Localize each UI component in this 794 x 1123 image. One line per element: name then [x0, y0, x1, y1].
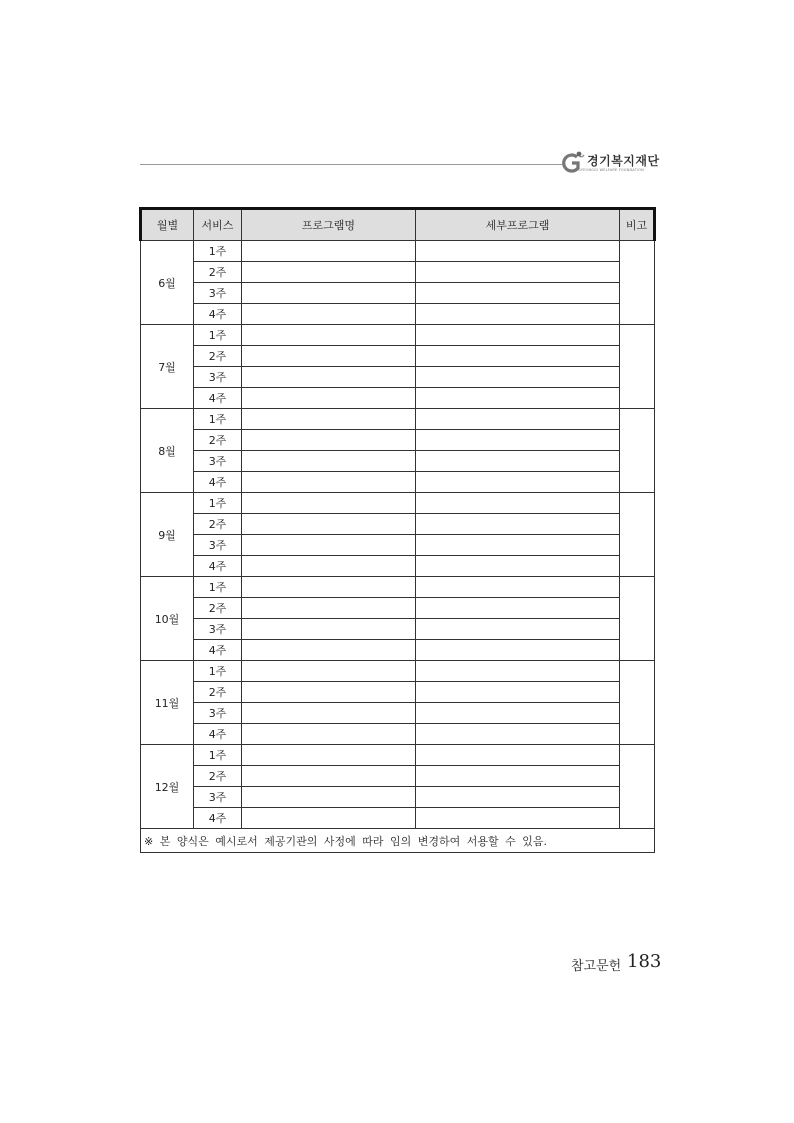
week-cell: 4주 — [194, 388, 242, 409]
program-name-cell[interactable] — [242, 472, 416, 493]
program-name-cell[interactable] — [242, 745, 416, 766]
program-name-cell[interactable] — [242, 619, 416, 640]
table-row — [141, 472, 655, 493]
table-body — [141, 241, 655, 829]
subprogram-cell[interactable] — [416, 346, 620, 367]
subprogram-cell[interactable] — [416, 808, 620, 829]
col-program-header: 프로그램명 — [242, 209, 416, 241]
week-cell: 3주 — [194, 451, 242, 472]
program-name-cell[interactable] — [242, 556, 416, 577]
remarks-cell[interactable] — [620, 241, 655, 325]
program-name-cell[interactable] — [242, 367, 416, 388]
week-cell: 3주 — [194, 283, 242, 304]
week-cell: 4주 — [194, 724, 242, 745]
subprogram-cell[interactable] — [416, 619, 620, 640]
week-cell: 4주 — [194, 472, 242, 493]
subprogram-cell[interactable] — [416, 409, 620, 430]
week-cell: 4주 — [194, 808, 242, 829]
program-name-cell[interactable] — [242, 682, 416, 703]
week-cell: 1주 — [194, 409, 242, 430]
week-cell: 1주 — [194, 241, 242, 262]
month-cell: 12월 — [141, 745, 194, 829]
table-row — [141, 661, 655, 682]
subprogram-cell[interactable] — [416, 451, 620, 472]
subprogram-cell[interactable] — [416, 703, 620, 724]
week-cell: 4주 — [194, 556, 242, 577]
table-row — [141, 598, 655, 619]
program-name-cell[interactable] — [242, 346, 416, 367]
week-cell: 1주 — [194, 493, 242, 514]
week-cell: 2주 — [194, 262, 242, 283]
table-row — [141, 451, 655, 472]
subprogram-cell[interactable] — [416, 724, 620, 745]
week-cell: 1주 — [194, 325, 242, 346]
week-cell: 1주 — [194, 661, 242, 682]
month-cell: 7월 — [141, 325, 194, 409]
table-header-row — [141, 209, 655, 241]
month-cell: 9월 — [141, 493, 194, 577]
table-row — [141, 766, 655, 787]
week-cell: 3주 — [194, 535, 242, 556]
remarks-cell[interactable] — [620, 661, 655, 745]
remarks-cell[interactable] — [620, 577, 655, 661]
program-name-cell[interactable] — [242, 409, 416, 430]
program-name-cell[interactable] — [242, 493, 416, 514]
week-cell: 3주 — [194, 703, 242, 724]
program-name-cell[interactable] — [242, 808, 416, 829]
subprogram-cell[interactable] — [416, 325, 620, 346]
table-row — [141, 367, 655, 388]
table-row — [141, 241, 655, 262]
subprogram-cell[interactable] — [416, 598, 620, 619]
program-name-cell[interactable] — [242, 325, 416, 346]
program-name-cell[interactable] — [242, 535, 416, 556]
subprogram-cell[interactable] — [416, 745, 620, 766]
program-name-cell[interactable] — [242, 262, 416, 283]
month-cell: 11월 — [141, 661, 194, 745]
week-cell: 2주 — [194, 766, 242, 787]
program-name-cell[interactable] — [242, 724, 416, 745]
program-name-cell[interactable] — [242, 703, 416, 724]
page-number: 183 — [627, 951, 662, 972]
subprogram-cell[interactable] — [416, 304, 620, 325]
week-cell: 1주 — [194, 577, 242, 598]
subprogram-cell[interactable] — [416, 262, 620, 283]
subprogram-cell[interactable] — [416, 241, 620, 262]
program-name-cell[interactable] — [242, 661, 416, 682]
table-row — [141, 388, 655, 409]
header-rule — [140, 164, 563, 165]
logo-org-subtitle: GYEONGGI WELFARE FOUNDATION — [578, 168, 644, 172]
table-row — [141, 325, 655, 346]
program-name-cell[interactable] — [242, 304, 416, 325]
table-row — [141, 724, 655, 745]
logo-org-name: 경기복지재단 — [587, 154, 660, 168]
subprogram-cell[interactable] — [416, 493, 620, 514]
program-name-cell[interactable] — [242, 640, 416, 661]
week-cell: 3주 — [194, 367, 242, 388]
subprogram-cell[interactable] — [416, 388, 620, 409]
week-cell: 3주 — [194, 619, 242, 640]
remarks-cell[interactable] — [620, 493, 655, 577]
form-note: ※ 본 양식은 예시로서 제공기관의 사정에 따라 임의 변경하여 서용할 수 있음. — [141, 829, 655, 853]
subprogram-cell[interactable] — [416, 577, 620, 598]
subprogram-cell[interactable] — [416, 766, 620, 787]
table-row — [141, 346, 655, 367]
week-cell: 3주 — [194, 787, 242, 808]
subprogram-cell[interactable] — [416, 682, 620, 703]
table-row — [141, 682, 655, 703]
subprogram-cell[interactable] — [416, 283, 620, 304]
table-row — [141, 556, 655, 577]
week-cell: 1주 — [194, 745, 242, 766]
col-subprogram-header: 세부프로그램 — [416, 209, 620, 241]
remarks-cell[interactable] — [620, 745, 655, 829]
table-row — [141, 745, 655, 766]
table-row — [141, 703, 655, 724]
table-row — [141, 262, 655, 283]
week-cell: 2주 — [194, 514, 242, 535]
subprogram-cell[interactable] — [416, 430, 620, 451]
program-name-cell[interactable] — [242, 451, 416, 472]
table-row — [141, 808, 655, 829]
note-row — [141, 829, 655, 853]
subprogram-cell[interactable] — [416, 514, 620, 535]
program-name-cell[interactable] — [242, 430, 416, 451]
table-row — [141, 514, 655, 535]
month-cell: 10월 — [141, 577, 194, 661]
program-name-cell[interactable] — [242, 787, 416, 808]
program-name-cell[interactable] — [242, 598, 416, 619]
table-row — [141, 619, 655, 640]
table-row — [141, 430, 655, 451]
table-row — [141, 493, 655, 514]
table-row — [141, 304, 655, 325]
remarks-cell[interactable] — [620, 409, 655, 493]
week-cell: 2주 — [194, 346, 242, 367]
program-name-cell[interactable] — [242, 241, 416, 262]
foundation-logo — [562, 149, 662, 177]
section-label: 참고문헌 — [571, 959, 622, 974]
subprogram-cell[interactable] — [416, 367, 620, 388]
program-name-cell[interactable] — [242, 514, 416, 535]
table-row — [141, 409, 655, 430]
program-plan-table — [139, 207, 656, 853]
week-cell: 4주 — [194, 640, 242, 661]
col-service-header: 서비스 — [194, 209, 242, 241]
month-cell: 6월 — [141, 241, 194, 325]
subprogram-cell[interactable] — [416, 787, 620, 808]
subprogram-cell[interactable] — [416, 472, 620, 493]
week-cell: 4주 — [194, 304, 242, 325]
subprogram-cell[interactable] — [416, 556, 620, 577]
subprogram-cell[interactable] — [416, 535, 620, 556]
program-name-cell[interactable] — [242, 577, 416, 598]
table-row — [141, 640, 655, 661]
program-name-cell[interactable] — [242, 766, 416, 787]
table-row — [141, 283, 655, 304]
col-remarks-header: 비고 — [620, 209, 655, 241]
week-cell: 2주 — [194, 430, 242, 451]
table-row — [141, 787, 655, 808]
subprogram-cell[interactable] — [416, 640, 620, 661]
program-name-cell[interactable] — [242, 388, 416, 409]
month-cell: 8월 — [141, 409, 194, 493]
remarks-cell[interactable] — [620, 325, 655, 409]
program-name-cell[interactable] — [242, 283, 416, 304]
week-cell: 2주 — [194, 598, 242, 619]
subprogram-cell[interactable] — [416, 661, 620, 682]
week-cell: 2주 — [194, 682, 242, 703]
table-row — [141, 577, 655, 598]
col-month-header: 월별 — [141, 209, 194, 241]
table-row — [141, 535, 655, 556]
